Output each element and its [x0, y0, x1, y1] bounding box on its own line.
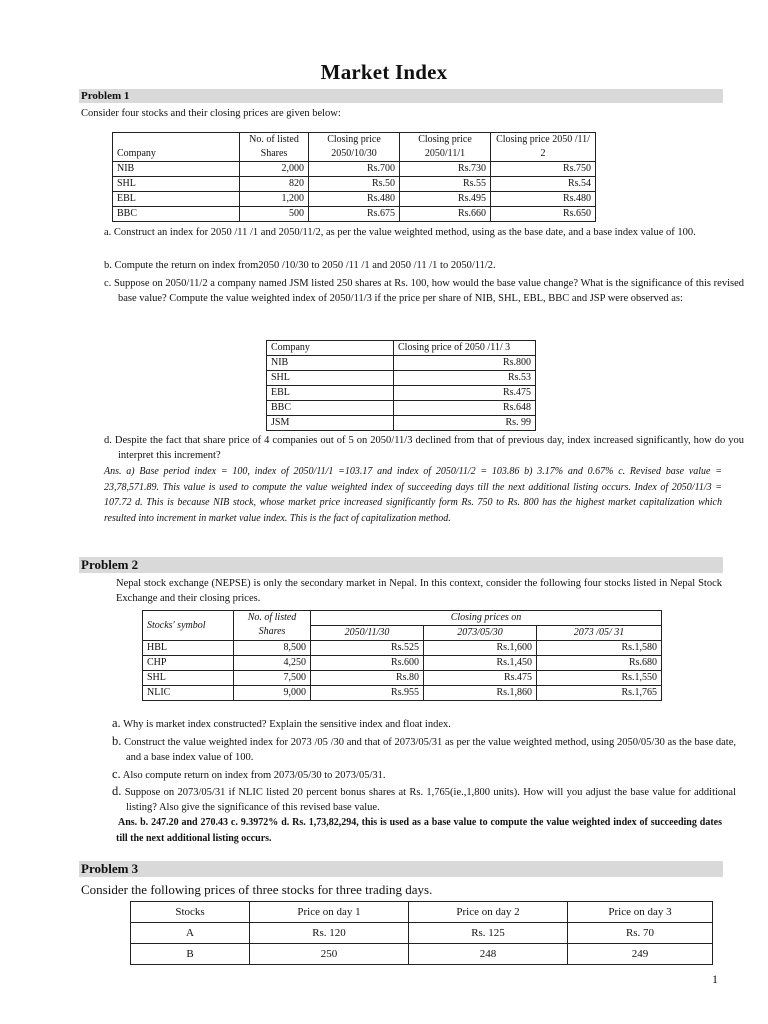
table-row	[113, 177, 596, 192]
problem-1-table-2	[266, 340, 536, 431]
problem-2-question-c	[112, 767, 722, 784]
table-header-row	[131, 902, 713, 923]
table-cell: Rs.660	[400, 207, 491, 222]
table-header: 2050/11/30	[311, 626, 424, 641]
table-cell: BBC	[267, 401, 394, 416]
table-cell: 500	[240, 207, 309, 222]
table-cell: 2,000	[240, 162, 309, 177]
page-number: 1	[712, 972, 718, 986]
table-row	[113, 192, 596, 207]
problem-1-question-c: c. Suppose on 2050/11/2 a company named JSM listed 250 shares at Rs. 100, how would the base value change? What is the significance of this revised base value? Compute the value weighted index of 2050/11/3 if the price per share of NIB, SHL, EBL, BBC and JSP were observed as:	[104, 278, 744, 304]
table-cell: 8,500	[234, 641, 311, 656]
list-marker: a.	[112, 716, 121, 730]
table-cell: Rs.955	[311, 686, 424, 701]
table-header: 2073/05/30	[424, 626, 537, 641]
problem-1-table	[112, 132, 596, 222]
table-cell: Rs.495	[400, 192, 491, 207]
problem-1-question-d: d. Despite the fact that share price of 4 companies out of 5 on 2050/11/3 declined from that of previous day, index increased significantly, how do you interpret this increment?	[104, 435, 744, 461]
problem-3-heading-bar	[79, 861, 723, 877]
table-header: Price on day 1	[250, 902, 409, 923]
problem-2-question-d	[112, 784, 736, 815]
problem-2-table	[142, 610, 662, 701]
table-header: No. of listed Shares	[240, 133, 309, 162]
table-cell: SHL	[113, 177, 240, 192]
table-cell: Rs.650	[491, 207, 596, 222]
list-marker: b.	[112, 734, 122, 748]
problem-2-answer: Ans. b. 247.20 and 270.43 c. 9.3972% d. Rs. 1,73,82,294, this is used as a base value to compute the value weighted index of succeeding dates till the next additional listing occurs.	[116, 817, 722, 844]
list-marker: d.	[112, 784, 122, 798]
question-text: Why is market index constructed? Explain the sensitive index and float index.	[123, 719, 451, 730]
table-cell: 1,200	[240, 192, 309, 207]
table-header: Price on day 3	[568, 902, 713, 923]
table-cell: Rs.1,765	[537, 686, 662, 701]
table-row	[131, 944, 713, 965]
table-cell: Rs. 99	[394, 416, 536, 431]
table-cell: 249	[568, 944, 713, 965]
table-cell: Rs.675	[309, 207, 400, 222]
table-row	[143, 671, 662, 686]
table-cell: Rs.1,860	[424, 686, 537, 701]
table-header: Stocks	[131, 902, 250, 923]
table-header: Closing price 2050/11/1	[400, 133, 491, 162]
table-cell: SHL	[143, 671, 234, 686]
table-cell: Rs.730	[400, 162, 491, 177]
table-cell: EBL	[113, 192, 240, 207]
problem-2-intro: Nepal stock exchange (NEPSE) is only the secondary market in Nepal. In this context, consider the following four stocks listed in Nepal Stock Exchange and their closing prices.	[116, 578, 722, 604]
table-cell: Rs.54	[491, 177, 596, 192]
problem-2-heading: Problem 2	[81, 557, 139, 572]
table-cell: Rs.1,600	[424, 641, 537, 656]
table-cell: Rs. 70	[568, 923, 713, 944]
table-row	[143, 686, 662, 701]
table-cell: Rs.1,550	[537, 671, 662, 686]
table-cell: BBC	[113, 207, 240, 222]
table-header-row	[267, 341, 536, 356]
problem-1-question-b: b. Compute the return on index from2050 /10/30 to 2050 /11 /1 and 2050 /11 /1 to 2050/11/2.	[104, 260, 496, 271]
table-cell: Rs.1,580	[537, 641, 662, 656]
table-cell: Rs. 125	[409, 923, 568, 944]
table-header: Closing price 2050 /11/ 2	[491, 133, 596, 162]
table-row	[267, 371, 536, 386]
table-header: Company	[113, 133, 240, 162]
table-cell: NLIC	[143, 686, 234, 701]
table-cell: Rs.700	[309, 162, 400, 177]
table-cell: Rs.53	[394, 371, 536, 386]
problem-1-answer: Ans. a) Base period index = 100, index of 2050/11/1 =103.17 and index of 2050/11/2 = 103.86 b) 3.17% and 0.67% c. Revised base value = 23,78,571.89. This value is used to compute the value weighted index of succeeding days till the next additional listing occurs. Index of 2050/11/3 = 107.72 d. This is because NIB stock, whose market price increased significantly form Rs. 750 to Rs. 800 has the highest market capitalization which resulted into increment in market value index. This is the fact of capitalization method.	[104, 466, 722, 524]
table-cell: Rs.50	[309, 177, 400, 192]
page-title: Market Index	[320, 60, 448, 84]
table-header: Company	[267, 341, 394, 356]
table-cell: Rs.475	[394, 386, 536, 401]
table-cell: SHL	[267, 371, 394, 386]
problem-1-heading: Problem 1	[81, 90, 130, 102]
table-header: Closing price 2050/10/30	[309, 133, 400, 162]
table-cell: Rs.648	[394, 401, 536, 416]
problem-3-intro: Consider the following prices of three stocks for three trading days.	[81, 882, 433, 897]
table-cell: 4,250	[234, 656, 311, 671]
table-row	[113, 162, 596, 177]
list-marker: c.	[112, 767, 121, 781]
table-row	[267, 386, 536, 401]
table-cell: Rs.680	[537, 656, 662, 671]
problem-1-intro: Consider four stocks and their closing prices are given below:	[81, 108, 341, 119]
table-cell: Rs.525	[311, 641, 424, 656]
table-cell: 7,500	[234, 671, 311, 686]
table-cell: Rs.80	[311, 671, 424, 686]
table-cell: Rs.750	[491, 162, 596, 177]
table-header: Stocks' symbol	[143, 611, 234, 641]
table-cell: A	[131, 923, 250, 944]
table-cell: EBL	[267, 386, 394, 401]
table-header: Closing price of 2050 /11/ 3	[394, 341, 536, 356]
table-row	[267, 356, 536, 371]
table-row	[113, 207, 596, 222]
table-cell: Rs.480	[491, 192, 596, 207]
table-cell: NIB	[267, 356, 394, 371]
problem-2-question-a	[112, 716, 722, 733]
table-cell: Rs.480	[309, 192, 400, 207]
table-cell: HBL	[143, 641, 234, 656]
table-header-row	[143, 611, 662, 626]
problem-1-question-a: a. Construct an index for 2050 /11 /1 and 2050/11/2, as per the value weighted method, using as the base date, and a base index value of 100.	[104, 227, 696, 238]
table-cell: Rs. 120	[250, 923, 409, 944]
table-cell: CHP	[143, 656, 234, 671]
question-text: Construct the value weighted index for 2073 /05 /30 and that of 2073/05/31 as per the value weighted method, using 2050/05/30 as the base date, and a base index value of 100.	[124, 737, 736, 763]
table-header: Closing prices on	[311, 611, 662, 626]
table-cell: Rs.55	[400, 177, 491, 192]
problem-2-heading-bar	[79, 557, 723, 573]
problem-2-question-b	[112, 734, 736, 765]
table-header: 2073 /05/ 31	[537, 626, 662, 641]
table-row	[267, 401, 536, 416]
question-text: Also compute return on index from 2073/05/30 to 2073/05/31.	[122, 770, 386, 781]
table-cell: Rs.1,450	[424, 656, 537, 671]
problem-3-heading: Problem 3	[81, 861, 139, 876]
table-row	[131, 923, 713, 944]
table-cell: 248	[409, 944, 568, 965]
table-cell: Rs.800	[394, 356, 536, 371]
table-cell: JSM	[267, 416, 394, 431]
table-cell: Rs.475	[424, 671, 537, 686]
table-row	[143, 656, 662, 671]
table-row	[143, 641, 662, 656]
table-header: Price on day 2	[409, 902, 568, 923]
problem-1-heading-bar	[79, 89, 723, 103]
problem-3-table	[130, 901, 713, 965]
table-cell: NIB	[113, 162, 240, 177]
table-cell: 820	[240, 177, 309, 192]
table-row	[267, 416, 536, 431]
table-cell: 250	[250, 944, 409, 965]
table-cell: Rs.600	[311, 656, 424, 671]
table-cell: 9,000	[234, 686, 311, 701]
table-cell: B	[131, 944, 250, 965]
table-header: No. of listed Shares	[234, 611, 311, 641]
table-header-row	[113, 133, 596, 162]
question-text: Suppose on 2073/05/31 if NLIC listed 20 percent bonus shares at Rs. 1,765(ie.,1,800 units). How will you adjust the base value for additional listing? Also give the significance of this revised base value.	[124, 787, 736, 813]
